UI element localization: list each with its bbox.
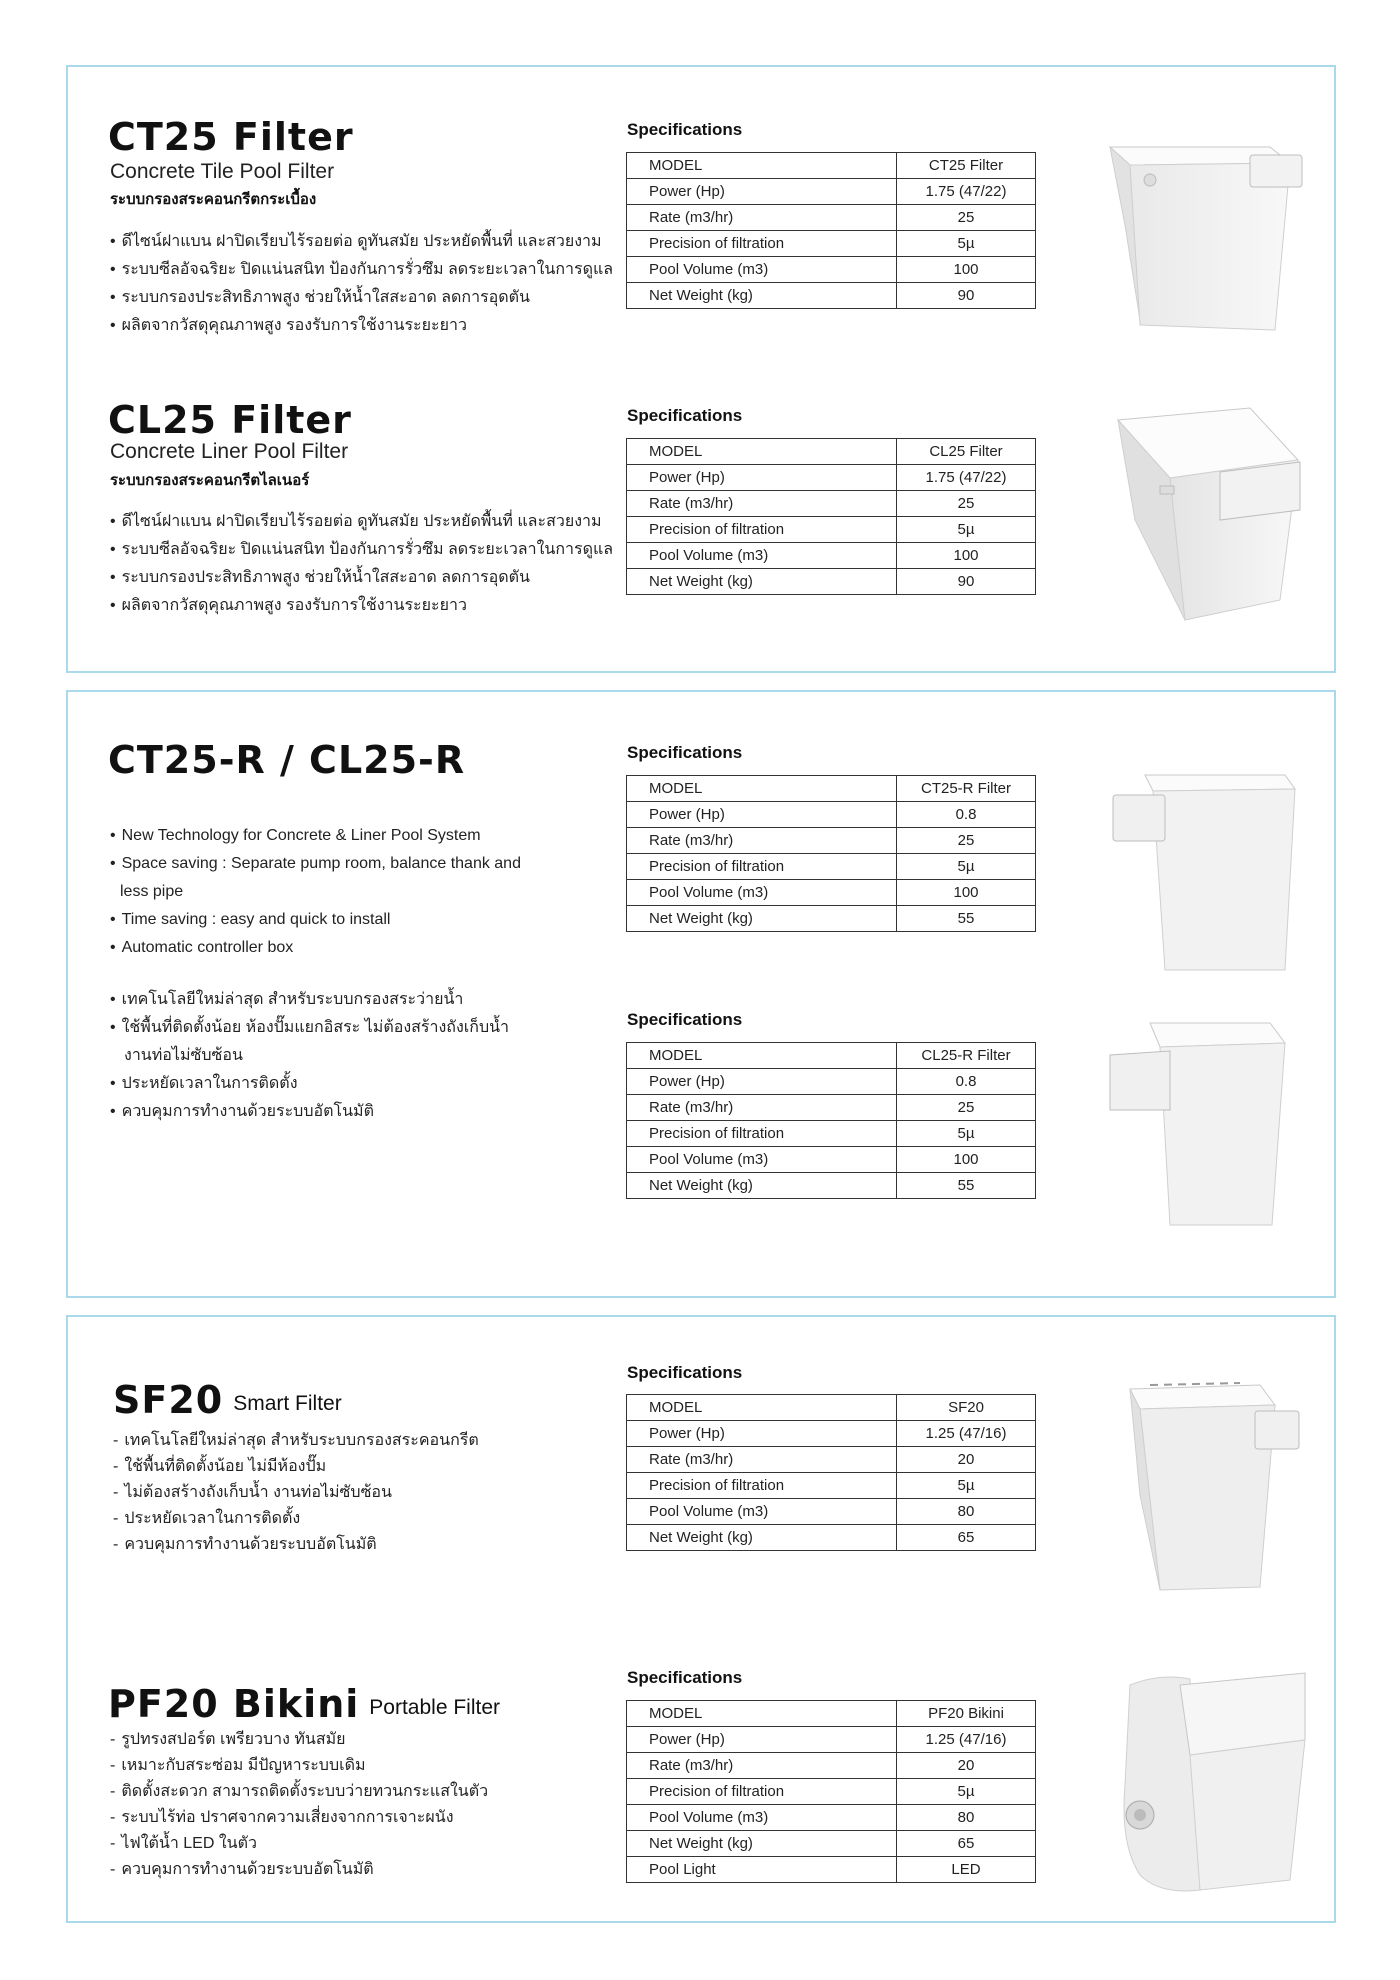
table-row xyxy=(627,491,1036,517)
spec-value: 90 xyxy=(897,283,1036,309)
spec-value: 80 xyxy=(897,1499,1036,1525)
spec-label: Rate (m3/hr) xyxy=(627,1753,897,1779)
table-row xyxy=(627,854,1036,880)
cl25-thai-subtitle: ระบบกรองสระคอนกรีตไลเนอร์ xyxy=(110,472,310,489)
ct25-subtitle: Concrete Tile Pool Filter xyxy=(110,160,335,183)
list-item: • ผลิตจากวัสดุคุณภาพสูง รองรับการใช้งานระยะยาว xyxy=(110,592,613,620)
list-item: - ติดตั้งสะดวก สามารถติดตั้งระบบว่ายทวนกระแสในตัว xyxy=(110,1779,488,1805)
sf20-feature-list xyxy=(113,1428,479,1558)
cl25-spec-table xyxy=(626,438,1036,595)
sf20-spec-heading: Specifications xyxy=(627,1363,743,1382)
table-row xyxy=(627,1499,1036,1525)
cl25r-spec-table xyxy=(626,1042,1036,1199)
spec-label: Pool Volume (m3) xyxy=(627,1147,897,1173)
spec-label: Pool Volume (m3) xyxy=(627,257,897,283)
spec-value: CL25-R Filter xyxy=(897,1043,1036,1069)
list-item: - เทคโนโลยีใหม่ล่าสุด สำหรับระบบกรองสระคอนกรีต xyxy=(113,1428,479,1454)
spec-value: 5µ xyxy=(897,1473,1036,1499)
spec-label: Pool Light xyxy=(627,1857,897,1883)
list-item: • ควบคุมการทำงานด้วยระบบอัตโนมัติ xyxy=(110,1098,509,1126)
spec-label: Rate (m3/hr) xyxy=(627,491,897,517)
cl25r-spec-heading: Specifications xyxy=(627,1010,743,1029)
spec-label: MODEL xyxy=(627,776,897,802)
spec-label: Rate (m3/hr) xyxy=(627,1447,897,1473)
spec-label: Rate (m3/hr) xyxy=(627,828,897,854)
spec-label: Power (Hp) xyxy=(627,1421,897,1447)
spec-value: 20 xyxy=(897,1447,1036,1473)
list-item: • ระบบกรองประสิทธิภาพสูง ช่วยให้น้ำใสสะอาด ลดการอุดตัน xyxy=(110,284,613,312)
spec-label: Precision of filtration xyxy=(627,1779,897,1805)
spec-value: 25 xyxy=(897,828,1036,854)
ctr-english-feature-list xyxy=(110,822,521,962)
list-item: • ระบบซีลอัจฉริยะ ปิดแน่นสนิท ป้องกันการรั่วซึม ลดระยะเวลาในการดูแล xyxy=(110,536,613,564)
cl25-feature-list xyxy=(110,508,613,620)
table-row xyxy=(627,1727,1036,1753)
ct25r-product-image xyxy=(1105,765,1305,975)
spec-label: Precision of filtration xyxy=(627,854,897,880)
cl25-subtitle: Concrete Liner Pool Filter xyxy=(110,440,349,463)
spec-value: 65 xyxy=(897,1831,1036,1857)
spec-value: 5µ xyxy=(897,231,1036,257)
spec-label: Net Weight (kg) xyxy=(627,1525,897,1551)
table-row xyxy=(627,153,1036,179)
spec-label: Net Weight (kg) xyxy=(627,1173,897,1199)
spec-label: Pool Volume (m3) xyxy=(627,1805,897,1831)
spec-value: 100 xyxy=(897,543,1036,569)
list-item: • ระบบซีลอัจฉริยะ ปิดแน่นสนิท ป้องกันการรั่วซึม ลดระยะเวลาในการดูแล xyxy=(110,256,613,284)
table-row xyxy=(627,1753,1036,1779)
spec-label: Precision of filtration xyxy=(627,1473,897,1499)
table-row xyxy=(627,1805,1036,1831)
pf20-title xyxy=(108,1682,500,1726)
table-row xyxy=(627,465,1036,491)
table-row xyxy=(627,1421,1036,1447)
list-item: • เทคโนโลยีใหม่ล่าสุด สำหรับระบบกรองสระว่ายน้ำ xyxy=(110,986,509,1014)
table-row xyxy=(627,569,1036,595)
list-item: - รูปทรงสปอร์ต เพรียวบาง ทันสมัย xyxy=(110,1727,488,1753)
list-item: - ควบคุมการทำงานด้วยระบบอัตโนมัติ xyxy=(110,1857,488,1883)
table-row xyxy=(627,179,1036,205)
spec-label: MODEL xyxy=(627,1395,897,1421)
table-row xyxy=(627,1473,1036,1499)
list-item: • ใช้พื้นที่ติดตั้งน้อย ห้องปั๊มแยกอิสระ ไม่ต้องสร้างถังเก็บน้ำ xyxy=(110,1014,509,1042)
spec-value: 55 xyxy=(897,906,1036,932)
spec-value: 1.25 (47/16) xyxy=(897,1727,1036,1753)
table-row xyxy=(627,1831,1036,1857)
list-item: - ควบคุมการทำงานด้วยระบบอัตโนมัติ xyxy=(113,1532,479,1558)
sf20-product-image xyxy=(1110,1375,1310,1595)
table-row xyxy=(627,517,1036,543)
spec-value: PF20 Bikini xyxy=(897,1701,1036,1727)
ctr-thai-feature-list xyxy=(110,986,509,1126)
ct25-title: CT25 Filter xyxy=(108,115,354,159)
spec-value: 25 xyxy=(897,1095,1036,1121)
table-row xyxy=(627,205,1036,231)
spec-value: 25 xyxy=(897,491,1036,517)
spec-label: Power (Hp) xyxy=(627,1069,897,1095)
spec-label: Net Weight (kg) xyxy=(627,283,897,309)
pf20-feature-list xyxy=(110,1727,488,1883)
spec-value: 5µ xyxy=(897,517,1036,543)
ct25-thai-subtitle: ระบบกรองสระคอนกรีตกระเบื้อง xyxy=(110,191,317,208)
spec-value: 5µ xyxy=(897,854,1036,880)
list-item: - ใช้พื้นที่ติดตั้งน้อย ไม่มีห้องปั๊ม xyxy=(113,1454,479,1480)
list-item: • ผลิตจากวัสดุคุณภาพสูง รองรับการใช้งานระยะยาว xyxy=(110,312,613,340)
table-row xyxy=(627,1395,1036,1421)
cl25-product-image xyxy=(1100,400,1320,625)
spec-label: Rate (m3/hr) xyxy=(627,1095,897,1121)
spec-label: Net Weight (kg) xyxy=(627,906,897,932)
table-row xyxy=(627,543,1036,569)
table-row xyxy=(627,283,1036,309)
table-row xyxy=(627,1173,1036,1199)
spec-label: Power (Hp) xyxy=(627,802,897,828)
spec-value: 100 xyxy=(897,880,1036,906)
ct25-feature-list xyxy=(110,228,613,340)
cl25r-product-image xyxy=(1100,1015,1300,1230)
spec-value: 90 xyxy=(897,569,1036,595)
spec-label: Pool Volume (m3) xyxy=(627,880,897,906)
sf20-subtitle: Smart Filter xyxy=(233,1392,342,1415)
spec-value: 100 xyxy=(897,257,1036,283)
spec-value: 55 xyxy=(897,1173,1036,1199)
spec-label: Precision of filtration xyxy=(627,517,897,543)
list-item: - ประหยัดเวลาในการติดตั้ง xyxy=(113,1506,479,1532)
spec-value: 65 xyxy=(897,1525,1036,1551)
list-item: • Time saving : easy and quick to install xyxy=(110,906,521,934)
spec-label: Rate (m3/hr) xyxy=(627,205,897,231)
spec-value: 1.75 (47/22) xyxy=(897,179,1036,205)
spec-label: Net Weight (kg) xyxy=(627,569,897,595)
table-row xyxy=(627,880,1036,906)
table-row xyxy=(627,1069,1036,1095)
table-row xyxy=(627,1525,1036,1551)
spec-value: 100 xyxy=(897,1147,1036,1173)
list-item: • New Technology for Concrete & Liner Pool System xyxy=(110,822,521,850)
sf20-title xyxy=(113,1378,342,1422)
ct25-spec-heading: Specifications xyxy=(627,120,743,139)
spec-value: 1.75 (47/22) xyxy=(897,465,1036,491)
list-item: • ประหยัดเวลาในการติดตั้ง xyxy=(110,1070,509,1098)
table-row xyxy=(627,1857,1036,1883)
spec-label: Power (Hp) xyxy=(627,1727,897,1753)
spec-value: 80 xyxy=(897,1805,1036,1831)
table-row xyxy=(627,1121,1036,1147)
spec-value: 0.8 xyxy=(897,802,1036,828)
list-item: • Automatic controller box xyxy=(110,934,521,962)
pf20-spec-heading: Specifications xyxy=(627,1668,743,1687)
ct25-spec-table xyxy=(626,152,1036,309)
list-item: • ดีไซน์ฝาแบน ฝาปิดเรียบไร้รอยต่อ ดูทันสมัย ประหยัดพื้นที่ และสวยงาม xyxy=(110,228,613,256)
ct25-product-image xyxy=(1100,135,1320,335)
table-row xyxy=(627,257,1036,283)
list-item: less pipe xyxy=(120,883,184,900)
table-row xyxy=(627,1147,1036,1173)
list-item: - ระบบไร้ท่อ ปราศจากความเสี่ยงจากการเจาะผนัง xyxy=(110,1805,488,1831)
table-row xyxy=(627,1043,1036,1069)
spec-value: LED xyxy=(897,1857,1036,1883)
spec-label: Net Weight (kg) xyxy=(627,1831,897,1857)
cl25-spec-heading: Specifications xyxy=(627,406,743,425)
spec-label: MODEL xyxy=(627,153,897,179)
pf20-subtitle: Portable Filter xyxy=(369,1696,501,1719)
pf20-name: PF20 Bikini xyxy=(108,1682,360,1726)
spec-value: 5µ xyxy=(897,1121,1036,1147)
table-row xyxy=(627,802,1036,828)
ctr-title: CT25-R / CL25-R xyxy=(108,738,466,782)
list-item: - เหมาะกับสระซ่อม มีปัญหาระบบเดิม xyxy=(110,1753,488,1779)
pf20-spec-table xyxy=(626,1700,1036,1883)
ct25r-spec-heading: Specifications xyxy=(627,743,743,762)
table-row xyxy=(627,1447,1036,1473)
spec-value: 5µ xyxy=(897,1779,1036,1805)
spec-label: MODEL xyxy=(627,439,897,465)
spec-value: 1.25 (47/16) xyxy=(897,1421,1036,1447)
spec-value: 0.8 xyxy=(897,1069,1036,1095)
table-row xyxy=(627,1095,1036,1121)
list-item: - ไฟใต้น้ำ LED ในตัว xyxy=(110,1831,488,1857)
table-row xyxy=(627,906,1036,932)
pf20-product-image xyxy=(1100,1665,1320,1895)
cl25-title: CL25 Filter xyxy=(108,398,352,442)
spec-label: Pool Volume (m3) xyxy=(627,1499,897,1525)
spec-label: Precision of filtration xyxy=(627,231,897,257)
table-row xyxy=(627,439,1036,465)
spec-label: Pool Volume (m3) xyxy=(627,543,897,569)
table-row xyxy=(627,1779,1036,1805)
spec-label: Precision of filtration xyxy=(627,1121,897,1147)
list-item: • ระบบกรองประสิทธิภาพสูง ช่วยให้น้ำใสสะอาด ลดการอุดตัน xyxy=(110,564,613,592)
list-item: • Space saving : Separate pump room, balance thank and xyxy=(110,850,521,878)
sf20-name: SF20 xyxy=(113,1378,224,1422)
spec-value: CT25 Filter xyxy=(897,153,1036,179)
table-row xyxy=(627,1701,1036,1727)
spec-value: CT25-R Filter xyxy=(897,776,1036,802)
ct25r-spec-table xyxy=(626,775,1036,932)
spec-value: SF20 xyxy=(897,1395,1036,1421)
spec-label: Power (Hp) xyxy=(627,465,897,491)
list-item: • ดีไซน์ฝาแบน ฝาปิดเรียบไร้รอยต่อ ดูทันสมัย ประหยัดพื้นที่ และสวยงาม xyxy=(110,508,613,536)
table-row xyxy=(627,231,1036,257)
table-row xyxy=(627,776,1036,802)
list-item: งานท่อไม่ซับซ้อน xyxy=(124,1047,243,1064)
spec-label: MODEL xyxy=(627,1701,897,1727)
spec-value: CL25 Filter xyxy=(897,439,1036,465)
spec-value: 25 xyxy=(897,205,1036,231)
list-item: - ไม่ต้องสร้างถังเก็บน้ำ งานท่อไม่ซับซ้อน xyxy=(113,1480,479,1506)
spec-value: 20 xyxy=(897,1753,1036,1779)
spec-label: MODEL xyxy=(627,1043,897,1069)
spec-label: Power (Hp) xyxy=(627,179,897,205)
sf20-spec-table xyxy=(626,1394,1036,1551)
table-row xyxy=(627,828,1036,854)
